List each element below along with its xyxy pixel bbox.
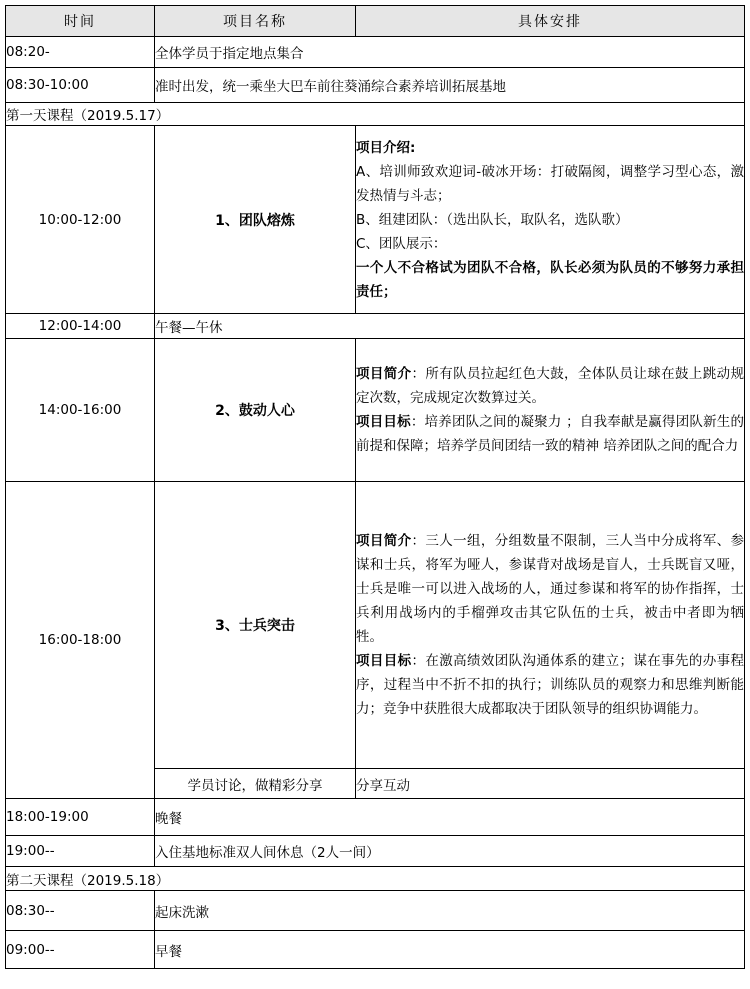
program-row-2 — [6, 339, 745, 482]
program-2-intro-label: 项目简介 — [356, 366, 412, 382]
program-2-name: 2、鼓动人心 — [155, 339, 356, 482]
program-2-intro-text: ：所有队员拉起红色大鼓，全体队员让球在鼓上跳动规定次数，完成规定次数算过关。 — [356, 366, 745, 406]
table-row — [6, 68, 745, 103]
program-1-time: 10:00-12:00 — [6, 126, 155, 314]
program-row-3 — [6, 482, 745, 769]
program-1-rule: 一个人不合格试为团队不合格，队长必须为队员的不够努力承担责任； — [356, 259, 744, 300]
row-text: 全体学员于指定地点集合 — [155, 37, 745, 68]
program-2-goal — [356, 410, 744, 458]
day-heading-row — [6, 867, 745, 891]
day2-heading: 第二天课程（2019.5.18） — [6, 867, 745, 891]
row-time: 08:30-- — [6, 891, 155, 931]
header-name: 项目名称 — [155, 6, 356, 37]
row-time: 18:00-19:00 — [6, 799, 155, 836]
program-1-intro-label: 项目介绍: — [356, 139, 416, 156]
program-1-item-c: C、团队展示： — [356, 235, 447, 252]
lunch-text: 午餐—午休 — [155, 314, 745, 339]
program-3-goal — [356, 649, 744, 721]
program-1-name: 1、团队熔炼 — [155, 126, 356, 314]
row-time: 08:30-10:00 — [6, 68, 155, 103]
row-text: 起床洗漱 — [155, 891, 745, 931]
day1-heading: 第一天课程（2019.5.17） — [6, 103, 745, 126]
header-detail: 具体安排 — [356, 6, 745, 37]
row-text: 早餐 — [155, 931, 745, 969]
discussion-text: 学员讨论，做精彩分享 — [155, 769, 356, 799]
row-text: 入住基地标准双人间休息（2人一间） — [155, 836, 745, 867]
table-row — [6, 931, 745, 969]
row-text: 晚餐 — [155, 799, 745, 836]
program-3-goal-label: 项目目标 — [356, 653, 412, 669]
table-row — [6, 37, 745, 68]
table-row — [6, 891, 745, 931]
program-row-1 — [6, 126, 745, 314]
program-2-intro — [356, 362, 744, 410]
program-2-goal-label: 项目目标 — [356, 414, 411, 430]
share-text: 分享互动 — [356, 769, 745, 799]
program-1-item-b: B、组建团队：（选出队长，取队名，选队歌） — [356, 211, 629, 228]
header-time: 时间 — [6, 6, 155, 37]
program-1-item-a: A、培训师致欢迎词-破冰开场：打破隔阂，调整学习型心态，激发热情与斗志； — [356, 163, 744, 204]
lunch-row — [6, 314, 745, 339]
program-2-detail — [356, 339, 745, 482]
row-time: 19:00-- — [6, 836, 155, 867]
row-text: 准时出发，统一乘坐大巴车前往葵涌综合素养培训拓展基地 — [155, 68, 745, 103]
day-heading-row — [6, 103, 745, 126]
table-row — [6, 799, 745, 836]
program-3-name: 3、士兵突击 — [155, 482, 356, 769]
header-row — [6, 6, 745, 37]
program-3-intro — [356, 529, 744, 649]
schedule-table — [5, 5, 745, 969]
program-2-goal-text: ：培养团队之间的凝聚力 ；自我奉献是赢得团队新生的前提和保障；培养学员间团结一致的精神 培养团队之间的配合力 — [356, 414, 745, 454]
program-3-detail — [356, 482, 745, 769]
lunch-time: 12:00-14:00 — [6, 314, 155, 339]
table-row — [6, 836, 745, 867]
program-3-intro-label: 项目简介 — [356, 533, 412, 549]
program-1-detail — [356, 126, 745, 314]
program-2-time: 14:00-16:00 — [6, 339, 155, 482]
program-3-goal-text: ：在激高绩效团队沟通体系的建立；谋在事先的办事程序，过程当中不折不扣的执行；训练队员的观察力和思维判断能力；竞争中获胜很大成都取决于团队领导的组织协调能力。 — [356, 653, 745, 717]
row-time: 08:20- — [6, 37, 155, 68]
program-3-intro-text: ：三人一组，分组数量不限制，三人当中分成将军、参谋和士兵，将军为哑人，参谋背对战场是盲人，士兵既盲又哑，士兵是唯一可以进入战场的人，通过参谋和将军的协作指挥，士兵利用战场内的手榴弹攻击其它队伍的士兵，被击中者即为牺牲。 — [356, 533, 745, 645]
program-3-time: 16:00-18:00 — [6, 482, 155, 799]
row-time: 09:00-- — [6, 931, 155, 969]
